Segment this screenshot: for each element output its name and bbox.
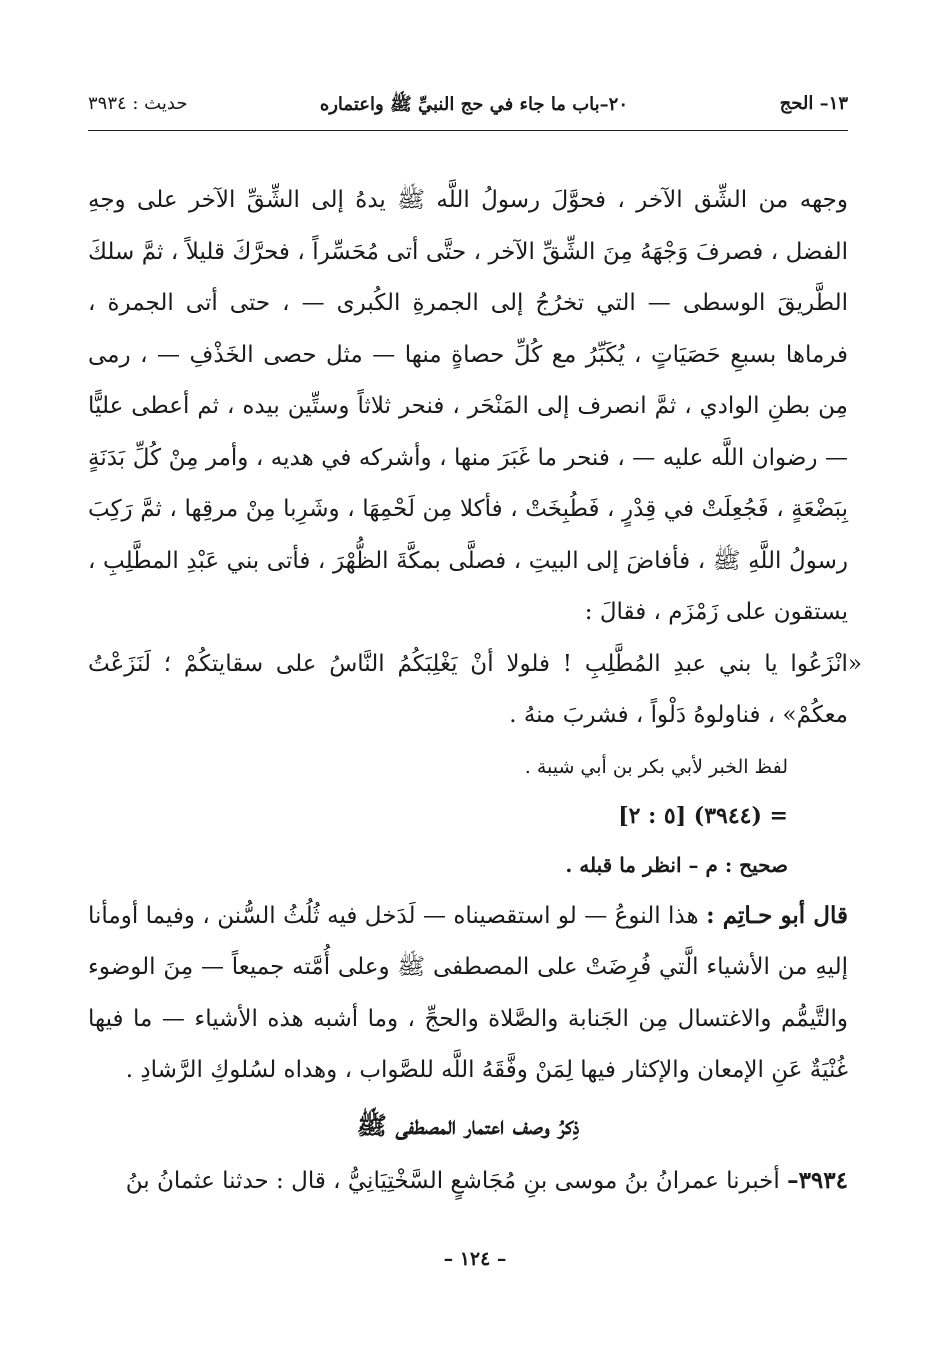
main-text [88,175,862,1207]
commentary-paragraph [88,890,848,1097]
hadith-body-paragraph: وجهه من الشِّق الآخر ، فحوَّلَ رسولُ اللَّه ﷺ يدهُ إلى الشِّقِّ الآخر على وجهِ الفضل ، فصرفَ وَجْهَهُ مِنَ الشِّقِّ الآخر ، حتَّى أتى مُحَسِّراً ، فحرَّكَ قليلاً ، ثمَّ سلكَ الطَّريقَ الوسطى — التي تخرُجُ إلى الجمرةِ الكُبرى — ، حتى أتى الجمرة ، فرماها بسبعِ حَصَيَاتٍ ، يُكَبِّرُ مع كُلِّ حصاةٍ منها — مثل حصى الخَذْفِ — ، رمى مِن بطنِ الوادي ، ثمَّ انصرف إلى المَنْحَر ، فنحر ثلاثاً وستِّين بيده ، ثم أعطى عليًّا — رضوان اللَّه عليه — ، فنحر ما غَبَرَ منها ، وأشركه في هديه ، وأمر مِنْ كُلِّ بَدَنَةٍ بِبَضْعَةٍ ، فَجُعِلَتْ في قِدْرٍ ، فَطُبِخَتْ ، فأكلا مِن لَحْمِهَا ، وشَرِبا مِنْ مرقِها ، ثمَّ رَكِبَ رسولُ اللَّهِ ﷺ ، فأفاضَ إلى البيتِ ، فصلَّى بمكَّةَ الظُّهْرَ ، فأتى بني عَبْدِ المطَّلِبِ ، يستقون على زَمْزَم ، فقالَ : [88,187,848,625]
header-rule [88,130,848,131]
header-chapter-title: ٢٠–باب ما جاء في حج النبيِّ ﷺ واعتماره [319,94,628,115]
header-book-title: ١٣– الحج [779,93,848,114]
wording-note: لفظ الخبر لأبي بكر بن أبي شيبة . [524,755,788,778]
grading-line [88,840,848,890]
section-heading: ذِكرُ وصف اعتمار المصطفى ﷺ [356,1110,580,1140]
grade-label: صحيح : [724,852,788,877]
hadith-number-label: ٣٩٣٤– [787,1166,848,1194]
prophet-quote: «انْزَعُوا يا بني عبدِ المُطَّلِبِ ! فلولا أنْ يَغْلِبَكُمُ النَّاسُ على سقايتكُمْ ؛ لَنَزَعْتُ معكُمْ» ، فناولوهُ دَلْواً ، فشربَ منهُ . [88,650,862,728]
running-header [88,93,848,123]
commentary-text: هذا النوعُ — لو استقصيناه — لَدَخل فيه ثُلُثُ السُّنن ، وفيما أومأنا إليهِ من الأشياء الَّتي فُرِضَتْ على المصطفى ﷺ وعلى أُمَّته جميعاً — مِنَ الوضوء والتَّيمُّم والاغتسال مِن الجَنابة والصَّلاة والحجِّ ، وما أشبه هذه الأشياء — ما فيها غُنْيَةٌ عَنِ الإمعان والإكثار فيها لِمَنْ وفَّقَهُ اللَّه للصَّواب ، وهداه لسُلوكِ الرَّشادِ . [88,902,848,1083]
commentary-label: قال أبو حـاتِم : [706,901,849,929]
header-hadith-number: حديث : ٣٩٣٤ [88,93,188,114]
next-hadith-start [88,1155,848,1208]
next-hadith-text: أخبرنا عمرانُ بنُ موسى بنِ مُجَاشعٍ السَّخْتِيَانِيُّ ، قال : حدثنا عثمانُ بنُ [125,1167,780,1194]
page-number: – ١٢٤ – [443,1248,507,1270]
grade-text: م – انظر ما قبله . [565,852,718,877]
cross-reference: = (٣٩٤٤) [٥ : ٢] [618,802,788,829]
